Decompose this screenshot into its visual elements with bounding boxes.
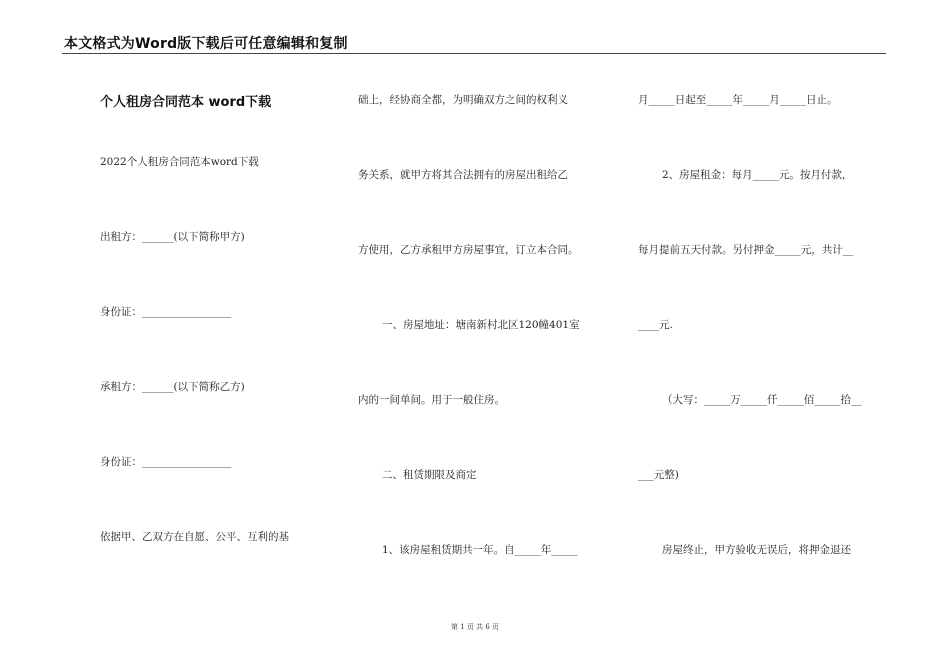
text-line: ____元. [638, 319, 673, 331]
text-line: 出租方：______(以下简称甲方) [100, 231, 245, 243]
text-line: 2、房屋租金：每月_____元。按月付款， [662, 169, 853, 181]
text-line: 务关系，就甲方将其合法拥有的房屋出租给乙 [358, 169, 568, 181]
text-line: 二、租赁期限及商定 [382, 469, 477, 481]
document-header-title: 本文格式为Word版下载后可任意编辑和复制 [64, 36, 348, 52]
text-line: 房屋终止，甲方验收无误后，将押金退还 [662, 544, 851, 556]
text-line: 内的一间单间。用于一般住房。 [358, 394, 505, 406]
text-line: 身份证：_________________ [100, 456, 232, 468]
header-divider [62, 53, 886, 54]
text-line: 承租方：______(以下简称乙方) [100, 381, 245, 393]
text-line: 一、房屋地址：塘南新村北区120幢401室 [382, 319, 580, 331]
text-line: （大写：_____万_____仟_____佰_____拾__ [662, 394, 862, 406]
text-line: 月_____日起至_____年_____月_____日止。 [638, 94, 838, 106]
text-line: ___元整) [638, 469, 679, 481]
text-line: 2022个人租房合同范本word下载 [100, 156, 259, 168]
text-line: 方使用，乙方承租甲方房屋事宜，订立本合同。 [358, 244, 579, 256]
text-line: 依据甲、乙双方在自愿、公平、互利的基 [100, 531, 289, 543]
page-number: 第 1 页 共 6 页 [450, 623, 500, 631]
text-line: 础上，经协商全都，为明确双方之间的权利义 [358, 94, 568, 106]
text-line: 1、该房屋租赁期共一年。自_____年_____ [382, 544, 578, 556]
document-title: 个人租房合同范本 word下载 [100, 95, 272, 110]
text-line: 每月提前五天付款。另付押金_____元，共计__ [638, 244, 854, 256]
text-line: 身份证：_________________ [100, 306, 232, 318]
